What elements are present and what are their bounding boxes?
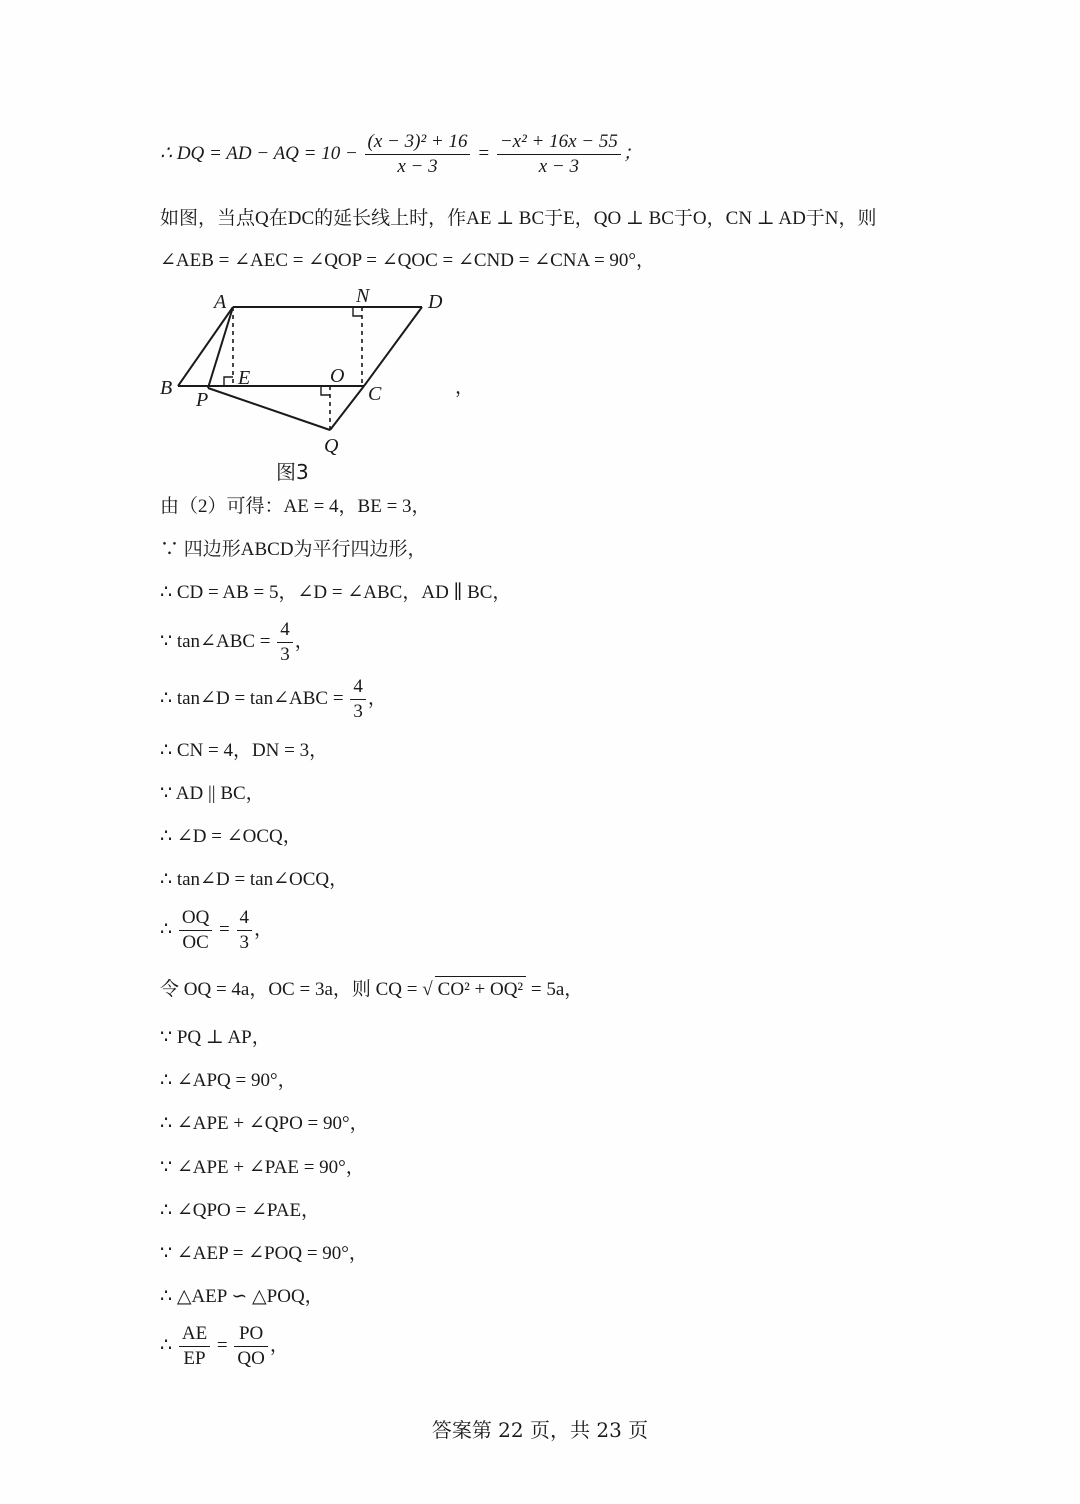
text-line: ∵ ∠AEP = ∠POQ = 90°， (160, 1243, 368, 1264)
segment-pq (208, 388, 330, 430)
text-line: ∴ tan∠D = tan∠OCQ， (160, 869, 349, 890)
figure-caption: 图3 (276, 460, 309, 484)
text-line: 如图，当点Q在DC的延长线上时，作AE ⊥ BC于E，QO ⊥ BC于O，CN ⊥ AD于N，则 (160, 208, 877, 229)
segment-cq (330, 386, 364, 430)
parallelogram-figure (150, 280, 470, 460)
equation-similar-ratio: ∴ $\frac{AE}{EP}$ = $\frac{PO}{QO}$ ， (160, 1323, 289, 1369)
text-line: ∴ CD = AB = 5，∠D = ∠ABC，AD ∥ BC， (160, 582, 512, 603)
text-line: ∵ PQ ⊥ AP， (160, 1027, 271, 1048)
text-line: 由（2）可得：AE = 4，BE = 3， (160, 496, 431, 517)
figure-comma: ， (455, 377, 475, 398)
label-c: C (368, 383, 382, 405)
text-line: ∴ CN = 4，DN = 3， (160, 740, 329, 761)
fraction: $\frac{4}{3}$ (277, 618, 293, 667)
text-line: ∴ ∠APE + ∠QPO = 90°， (160, 1113, 369, 1134)
fraction: $\frac{OQ}{OC}$ (179, 906, 212, 955)
fraction: $\frac{4}{3}$ (237, 906, 253, 955)
label-n: N (356, 285, 370, 307)
label-q: Q (324, 435, 339, 457)
fraction: $\frac{PO}{QO}$ (234, 1322, 267, 1371)
text-line: ∴ △AEP ∽ △POQ， (160, 1286, 324, 1307)
right-angle-o (321, 386, 330, 395)
text-line: ∴ ∠QPO = ∠PAE， (160, 1200, 321, 1221)
eq-text: ∴ DQ = AD − AQ = 10 − (160, 142, 363, 164)
text-line: ∵ AD || BC， (160, 783, 265, 804)
segment-ap (208, 307, 233, 388)
label-a: A (214, 291, 227, 313)
segment-dc (364, 307, 422, 386)
text-line: ∵ 四边形ABCD为平行四边形， (160, 539, 427, 560)
text-line: ∴ ∠D = ∠OCQ， (160, 826, 302, 847)
equation-ratio: ∴ $\frac{OQ}{OC}$ = $\frac{4}{3}$ ， (160, 907, 274, 953)
label-d: D (428, 291, 443, 313)
right-angle-e (224, 377, 233, 386)
equation-dq: ∴ DQ = AD − AQ = 10 − $\frac{\text{(x − 3)² + 16}}{x - 3}$ = $\frac{\text{−x² + 16x − 55}}{x - 3}$ ； (160, 131, 642, 177)
fraction: $\frac{AE}{EP}$ (179, 1322, 210, 1371)
text-line: ∴ ∠APQ = 90°， (160, 1070, 297, 1091)
page-footer: 答案第 22 页，共 23 页 (431, 1418, 649, 1442)
right-angle-n (353, 307, 362, 316)
text-line: ∠AEB = ∠AEC = ∠QOP = ∠QOC = ∠CND = ∠CNA = 90°， (160, 250, 656, 271)
label-e: E (238, 367, 251, 389)
text-line: ∵ ∠APE + ∠PAE = 90°， (160, 1157, 365, 1178)
equation-tan-d: ∴ tan∠D = tan∠ABC = $\frac{4}{3}$ ， (160, 676, 387, 722)
label-o: O (330, 365, 345, 387)
segment-ab (178, 307, 233, 386)
fraction: $\frac{\text{(x − 3)² + 16}}{x - 3}$ (365, 130, 471, 179)
fraction: $\frac{\text{−x² + 16x − 55}}{x - 3}$ (497, 130, 621, 179)
equation-cq: 令 OQ = 4a，OC = 3a，则 CQ = √ CO² + OQ² = 5a， (160, 976, 583, 1003)
fraction: $\frac{4}{3}$ (350, 675, 366, 724)
label-b: B (160, 377, 173, 399)
square-root: CO² + OQ² (435, 976, 526, 1003)
equation-tan-abc: ∵ tan∠ABC = $\frac{4}{3}$ ， (160, 619, 314, 665)
label-p: P (196, 389, 209, 411)
